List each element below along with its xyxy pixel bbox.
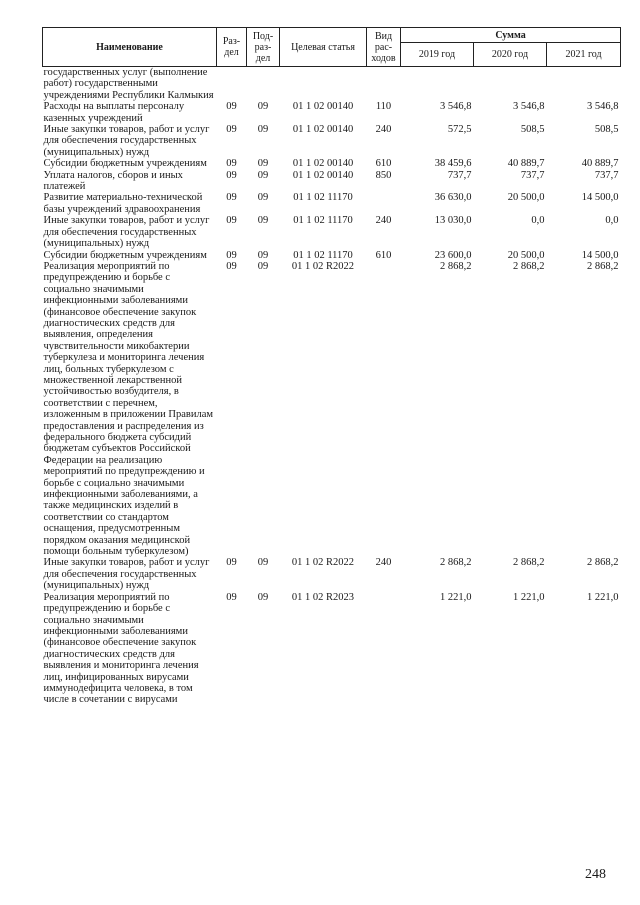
row-vid: 110 <box>375 101 392 113</box>
row-statya: 01 1 02 R2023 <box>291 591 355 603</box>
row-statya: 01 1 02 00140 <box>292 124 354 136</box>
row-sum-2021: 3 546,8 <box>587 101 619 113</box>
row-vid: 850 <box>375 169 392 181</box>
header-statya: Целевая статья <box>280 28 367 67</box>
row-sum-2019: 2 868,2 <box>440 557 472 569</box>
row-sum-2020: 737,7 <box>520 169 545 181</box>
row-statya: 01 1 02 00140 <box>292 169 354 181</box>
row-podrazdel: 09 <box>257 158 269 170</box>
table-row <box>43 192 621 215</box>
row-sum-2021: 14 500,0 <box>581 192 619 204</box>
row-razdel: 09 <box>226 124 237 136</box>
header-year-2020: 2020 год <box>474 43 547 67</box>
row-sum-2019: 13 030,0 <box>434 215 472 227</box>
row-razdel: 09 <box>226 557 237 569</box>
row-sum-2020: 2 868,2 <box>513 557 545 569</box>
row-vid: 610 <box>375 249 392 261</box>
row-sum-2021: 40 889,7 <box>581 158 619 170</box>
row-podrazdel: 09 <box>257 249 269 261</box>
row-sum-2019: 572,5 <box>447 124 472 136</box>
row-vid <box>367 592 401 706</box>
row-razdel: 09 <box>226 215 237 227</box>
page-number: 248 <box>585 867 606 882</box>
row-sum-2020: 2 868,2 <box>513 260 545 272</box>
row-vid: 610 <box>375 158 392 170</box>
row-name: Реализация мероприятий по предупреждению и борьбе с социально значимыми инфекционными заболеваниями (финансовое обеспечение закупок диагностических средств для выявления и мониторинга лечения лиц, инфицированных вирусами иммунодефицита человека, в том числе в сочетании с вирусами <box>43 591 199 706</box>
row-name: Субсидии бюджетным учреждениям <box>43 158 207 170</box>
row-name: Расходы на выплаты персоналу казенных учреждений <box>43 101 185 124</box>
row-razdel: 09 <box>226 260 237 272</box>
row-razdel: 09 <box>226 158 237 170</box>
row-statya: 01 1 02 00140 <box>292 158 354 170</box>
table-row <box>43 124 621 158</box>
row-statya: 01 1 02 11170 <box>293 215 353 227</box>
table-row <box>43 592 621 706</box>
row-sum-2019: 3 546,8 <box>440 101 472 113</box>
row-razdel: 09 <box>226 101 237 113</box>
row-podrazdel: 09 <box>257 557 269 569</box>
row-vid: 240 <box>375 215 392 227</box>
budget-table <box>42 27 621 706</box>
row-podrazdel <box>247 67 280 102</box>
row-sum-2019 <box>401 67 474 102</box>
header-podrazdel: Под-раз-дел <box>247 28 280 67</box>
header-summa: Сумма <box>401 28 621 43</box>
row-sum-2019: 36 630,0 <box>434 192 472 204</box>
row-vid: 240 <box>375 557 392 569</box>
row-sum-2020: 508,5 <box>520 124 545 136</box>
row-sum-2020: 20 500,0 <box>507 192 545 204</box>
row-sum-2019: 38 459,6 <box>434 158 472 170</box>
row-sum-2020: 40 889,7 <box>507 158 545 170</box>
row-name: Иные закупки товаров, работ и услуг для обеспечения государственных (муниципальных) нужд <box>43 215 210 250</box>
row-podrazdel: 09 <box>257 101 269 113</box>
row-vid <box>367 67 401 102</box>
row-sum-2019: 2 868,2 <box>440 260 472 272</box>
row-razdel: 09 <box>226 192 237 204</box>
table-row <box>43 101 621 124</box>
row-statya: 01 1 02 00140 <box>292 101 354 113</box>
row-sum-2020: 3 546,8 <box>513 101 545 113</box>
row-sum-2021: 2 868,2 <box>587 557 619 569</box>
row-razdel: 09 <box>226 591 237 603</box>
row-vid <box>367 192 401 215</box>
row-podrazdel: 09 <box>257 169 269 181</box>
row-podrazdel: 09 <box>257 124 269 136</box>
row-statya: 01 1 02 11170 <box>293 249 353 261</box>
row-name: Иные закупки товаров, работ и услуг для обеспечения государственных (муниципальных) нужд <box>43 124 210 158</box>
header-razdel: Раз-дел <box>217 28 247 67</box>
header-year-2021: 2021 год <box>547 43 621 67</box>
row-name: государственных услуг (выполнение работ) государственными учреждениями Республики Калмыкия <box>43 67 214 101</box>
row-podrazdel: 09 <box>257 192 269 204</box>
row-sum-2020 <box>474 67 547 102</box>
row-sum-2020: 1 221,0 <box>513 591 545 603</box>
row-statya <box>280 67 367 102</box>
row-name: Реализация мероприятий по предупреждению и борьбе с социально значимыми инфекционными заболеваниями (финансовое обеспечение закупок диагностических средств для выявления, определения чувствительности микобактерии туберкулеза и мониторинга лечения лиц, больных туберкулезом с множественной лекарственной устойчивостью возбудителя, в соответствии с перечнем, изложенным в приложении Правилам предоставления и распределения из федерального бюджета субсидий бюджетам субъектов Российской Федерации на реализацию мероприятий по предупреждению и борьбе с социально значимыми инфекционными заболеваниями, а также медицинских изделий в соответствии со стандартом оснащения, предусмотренным порядком оказания медицинской помощи больным туберкулезом) <box>43 260 214 558</box>
row-sum-2019: 737,7 <box>447 169 472 181</box>
row-podrazdel: 09 <box>257 260 269 272</box>
row-sum-2021: 2 868,2 <box>587 260 619 272</box>
row-sum-2020: 20 500,0 <box>507 249 545 261</box>
row-sum-2019: 23 600,0 <box>434 249 472 261</box>
row-razdel <box>217 67 247 102</box>
row-sum-2021: 737,7 <box>594 169 619 181</box>
header-year-2019: 2019 год <box>401 43 474 67</box>
row-sum-2021: 508,5 <box>594 124 619 136</box>
header-name: Наименование <box>43 28 217 67</box>
table-row <box>43 250 621 261</box>
row-statya: 01 1 02 R2022 <box>291 260 355 272</box>
row-sum-2021: 14 500,0 <box>581 249 619 261</box>
row-name: Иные закупки товаров, работ и услуг для обеспечения государственных (муниципальных) нужд <box>43 557 210 592</box>
row-vid <box>367 261 401 558</box>
row-sum-2021: 1 221,0 <box>587 591 619 603</box>
row-statya: 01 1 02 R2022 <box>291 557 355 569</box>
row-razdel: 09 <box>226 169 237 181</box>
table-row <box>43 215 621 249</box>
row-vid: 240 <box>375 124 392 136</box>
row-sum-2021 <box>547 67 621 102</box>
table-header <box>43 28 621 67</box>
table-row <box>43 557 621 591</box>
row-name: Развитие материально-технической базы учреждений здравоохранения <box>43 192 203 215</box>
row-name: Уплата налогов, сборов и иных платежей <box>43 169 183 193</box>
table-row <box>43 67 621 102</box>
table-row <box>43 158 621 169</box>
row-sum-2021: 0,0 <box>605 215 619 227</box>
row-sum-2019: 1 221,0 <box>440 591 472 603</box>
row-razdel: 09 <box>226 249 237 261</box>
row-podrazdel: 09 <box>257 591 269 603</box>
row-statya: 01 1 02 11170 <box>293 192 353 204</box>
table-row <box>43 261 621 558</box>
row-sum-2020: 0,0 <box>531 215 545 227</box>
table-row <box>43 170 621 193</box>
header-vid: Вид рас-ходов <box>367 28 401 67</box>
table-body <box>43 67 621 706</box>
row-podrazdel: 09 <box>257 215 269 227</box>
row-name: Субсидии бюджетным учреждениям <box>43 249 207 261</box>
